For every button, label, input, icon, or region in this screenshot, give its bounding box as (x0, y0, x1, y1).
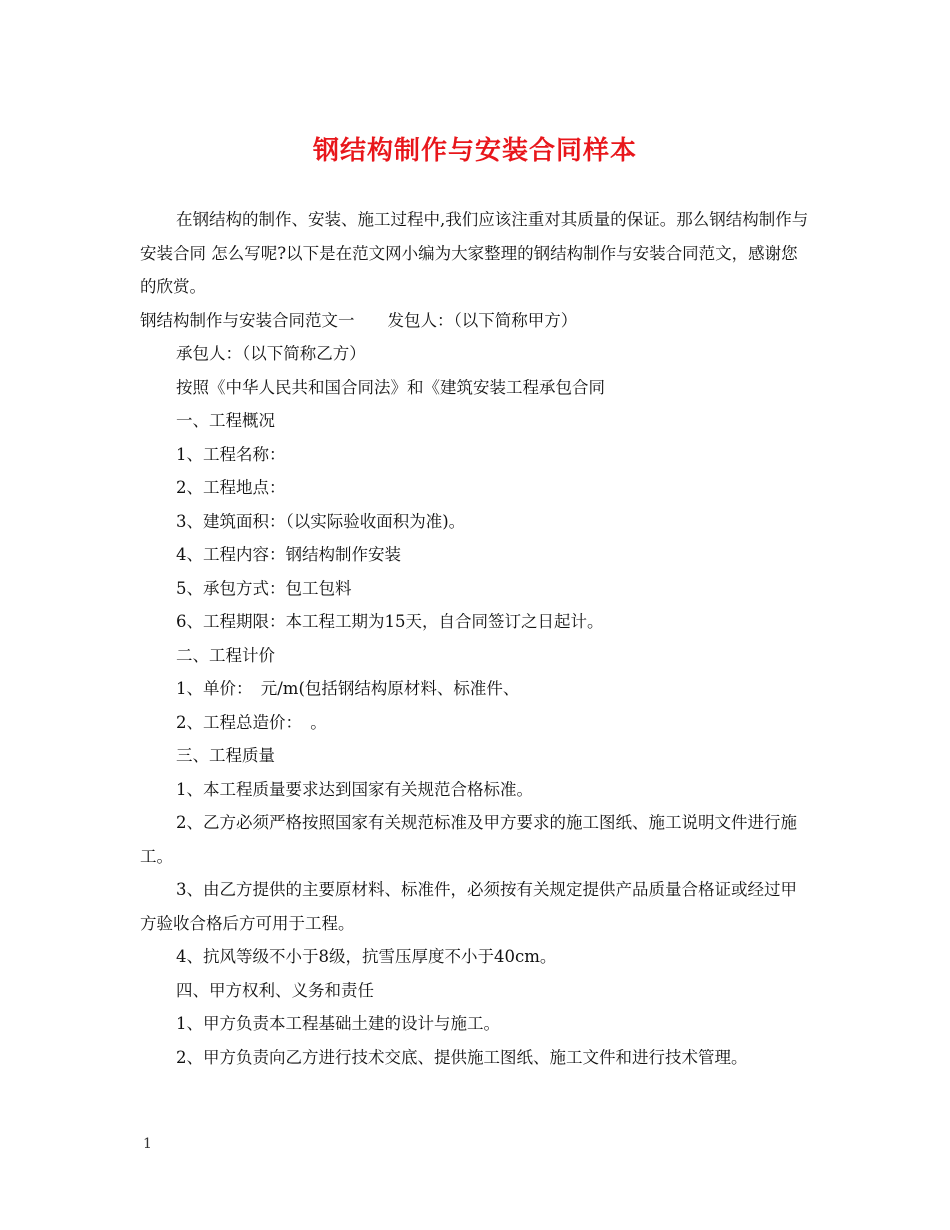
clause-3-4: 4、抗风等级不小于8级，抗雪压厚度不小于40cm。 (176, 947, 557, 966)
section-heading-3: 三、工程质量 (176, 746, 275, 765)
clause-1-4: 4、工程内容：钢结构制作安装 (176, 545, 401, 564)
clause-3-2: 2、乙方必须严格按照国家有关规范标准及甲方要求的施工图纸、施工说明文件进行施工。 (140, 813, 797, 866)
clause-3-3: 3、由乙方提供的主要原材料、标准件，必须按有关规定提供产品质量合格证或经过甲方验收合格后方可用于工程。 (140, 880, 797, 933)
clause-1-2: 2、工程地点： (176, 478, 286, 497)
legal-basis-line: 按照《中华人民共和国合同法》和《建筑安装工程承包合同 (176, 377, 605, 397)
clause-1-1: 1、工程名称： (176, 444, 286, 464)
clause-1-6: 6、工程期限：本工程工期为15天，自合同签订之日起计。 (176, 612, 604, 631)
clause-2-2: 2、工程总造价： 。 (176, 712, 327, 732)
intro-paragraph: 在钢结构的制作、安装、施工过程中,我们应该注重对其质量的保证。那么钢结构制作与安装合同 怎么写呢?以下是在范文网小编为大家整理的钢结构制作与安装合同范文，感谢您的欣赏。 (140, 210, 809, 296)
section-heading-1: 一、工程概况 (176, 411, 275, 430)
document-body (140, 203, 812, 1074)
section-heading-2: 二、工程计价 (176, 645, 275, 665)
clause-3-1: 1、本工程质量要求达到国家有关规范合格标准。 (176, 779, 533, 799)
page-number: 1 (143, 1136, 152, 1152)
clause-1-5: 5、承包方式：包工包料 (176, 578, 352, 598)
clause-4-2: 2、甲方负责向乙方进行技术交底、提供施工图纸、施工文件和进行技术管理。 (176, 1047, 748, 1067)
section-heading-4: 四、甲方权利、义务和责任 (176, 980, 374, 1000)
clause-4-1: 1、甲方负责本工程基础土建的设计与施工。 (176, 1014, 500, 1033)
clause-1-3: 3、建筑面积：（以实际验收面积为准)。 (176, 511, 466, 531)
contract-party-line: 钢结构制作与安装合同范文一 发包人：（以下简称甲方） (140, 310, 578, 330)
contractor-line: 承包人：（以下简称乙方） (176, 344, 366, 363)
clause-2-1: 1、单价： 元/m(包括钢结构原材料、标准件、 (176, 679, 520, 698)
document-title: 钢结构制作与安装合同样本 (312, 136, 637, 166)
